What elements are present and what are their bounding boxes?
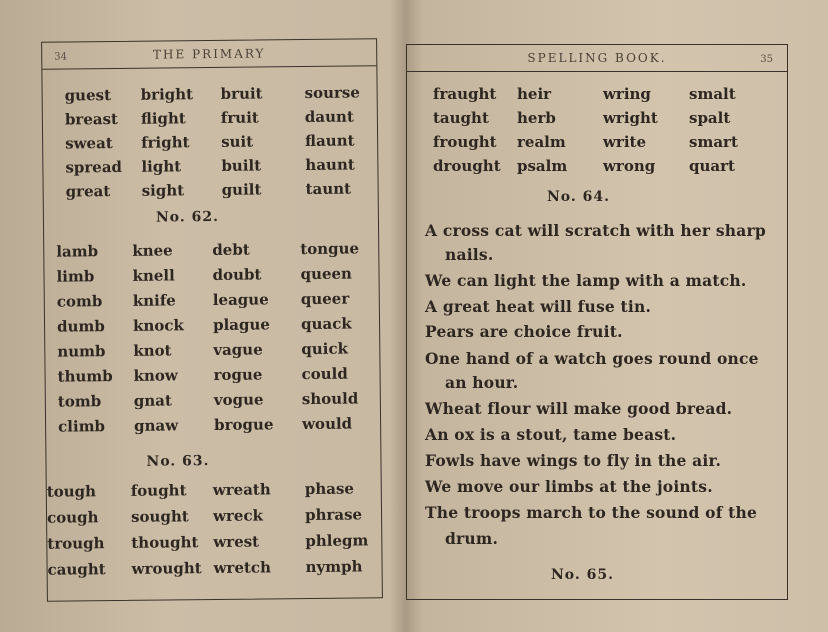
- sentence: An ox is a stout, tame beast.: [425, 425, 677, 444]
- word: thought: [131, 533, 199, 552]
- word: sweat: [65, 134, 113, 153]
- sentence: an hour.: [445, 373, 519, 392]
- word: phrase: [304, 505, 363, 525]
- right-running-head: SPELLING BOOK.: [527, 51, 667, 65]
- word: trough: [47, 534, 105, 553]
- word: caught: [47, 560, 106, 579]
- sentence: A great heat will fuse tin.: [425, 297, 652, 316]
- word: rogue: [213, 365, 263, 384]
- word: brogue: [214, 415, 274, 434]
- left-page-number: 34: [54, 51, 68, 63]
- word: knee: [132, 241, 173, 260]
- word: wright: [603, 109, 658, 127]
- word-row: [48, 557, 382, 584]
- word: cough: [46, 508, 99, 527]
- word: bruit: [220, 84, 263, 103]
- word: quart: [689, 157, 735, 175]
- word: taunt: [305, 179, 352, 199]
- word: tongue: [300, 239, 360, 259]
- word: plague: [212, 315, 270, 334]
- word: breast: [64, 109, 119, 129]
- word: smart: [689, 133, 738, 151]
- word: great: [65, 182, 111, 201]
- word: daunt: [304, 107, 354, 127]
- word: fruit: [220, 108, 259, 127]
- word: knell: [132, 266, 175, 285]
- word: climb: [58, 417, 106, 436]
- word: wrest: [213, 532, 260, 551]
- word-row: [46, 389, 380, 416]
- word: knot: [133, 341, 172, 360]
- word: realm: [517, 133, 566, 151]
- word-row: [407, 157, 787, 181]
- word-row: [43, 131, 377, 158]
- word: fought: [130, 481, 187, 500]
- word: guest: [64, 86, 112, 105]
- word-row: [43, 155, 377, 182]
- word: drought: [433, 157, 501, 175]
- right-page: [398, 0, 828, 632]
- word: quack: [300, 314, 352, 334]
- word-row: [407, 133, 787, 157]
- word: league: [212, 290, 269, 309]
- word-row: [45, 339, 379, 366]
- right-page-frame: [406, 44, 788, 600]
- word: tomb: [57, 392, 102, 411]
- word: herb: [517, 109, 556, 127]
- word: flight: [140, 109, 186, 128]
- word: wrought: [131, 559, 202, 578]
- word: wring: [603, 85, 651, 103]
- word-row: [45, 314, 379, 341]
- word: nymph: [305, 557, 363, 577]
- word: sought: [130, 507, 189, 526]
- right-page-header: [407, 45, 787, 72]
- word: quick: [301, 339, 349, 359]
- word: wretch: [213, 558, 272, 577]
- word: heir: [517, 85, 552, 103]
- word: phlegm: [305, 531, 369, 551]
- word: limb: [56, 267, 95, 286]
- word: wrong: [603, 157, 656, 175]
- left-page-header: [42, 39, 376, 69]
- word-row: [407, 109, 787, 133]
- left-page: [0, 0, 402, 632]
- word: smalt: [689, 85, 736, 103]
- word: wreck: [212, 506, 264, 525]
- word: vogue: [213, 390, 264, 409]
- lesson-heading: No. 62.: [155, 208, 220, 226]
- word: frought: [433, 133, 497, 151]
- sentence: drum.: [445, 529, 499, 548]
- word: wreath: [212, 480, 271, 500]
- word: sight: [141, 181, 185, 200]
- left-running-head: THE PRIMARY: [152, 46, 266, 62]
- word-row: [407, 85, 787, 109]
- word: debt: [212, 240, 250, 259]
- word: built: [221, 156, 262, 175]
- sentence: A cross cat will scratch with her sharp: [425, 221, 766, 240]
- word: know: [133, 366, 178, 385]
- word-row: [47, 505, 381, 532]
- sentence: We can light the lamp with a match.: [425, 271, 747, 290]
- word: phase: [304, 479, 354, 499]
- word: suit: [221, 132, 254, 151]
- word: numb: [57, 342, 106, 361]
- word: knock: [132, 316, 184, 335]
- word: sourse: [304, 83, 360, 103]
- word: vague: [213, 340, 263, 359]
- word: comb: [56, 292, 103, 311]
- word: knife: [132, 291, 176, 310]
- word: fraught: [433, 85, 497, 103]
- word: light: [141, 157, 182, 176]
- word: queer: [300, 289, 350, 309]
- word-row: [45, 289, 379, 316]
- word: should: [301, 389, 359, 409]
- left-page-frame: [41, 38, 383, 601]
- word: lamb: [56, 242, 99, 261]
- word-row: [46, 414, 380, 441]
- word: taught: [433, 109, 489, 127]
- word-row: [47, 479, 381, 506]
- word: spalt: [689, 109, 731, 127]
- sentence: Pears are choice fruit.: [425, 322, 623, 341]
- word: tough: [46, 482, 97, 501]
- word: haunt: [305, 155, 355, 175]
- sentence: nails.: [445, 245, 494, 264]
- word-row: [43, 83, 377, 110]
- word-row: [43, 107, 377, 134]
- word: doubt: [212, 265, 262, 284]
- word-row: [45, 364, 379, 391]
- word: queen: [300, 264, 353, 284]
- word: psalm: [517, 157, 568, 175]
- word: spread: [65, 157, 123, 177]
- word-row: [47, 531, 381, 558]
- word: gnat: [133, 391, 172, 410]
- word: dumb: [56, 317, 105, 336]
- word: could: [301, 364, 348, 384]
- word: thumb: [57, 367, 113, 386]
- word-row: [44, 239, 378, 266]
- word-row: [44, 264, 378, 291]
- lesson-heading: No. 64.: [547, 189, 610, 205]
- word: flaunt: [305, 131, 355, 151]
- word: bright: [140, 85, 194, 104]
- right-page-number: 35: [760, 54, 773, 65]
- sentence: The troops march to the sound of the: [425, 503, 758, 522]
- sentence: Wheat flour will make good bread.: [425, 399, 733, 418]
- word: gnaw: [134, 416, 179, 435]
- lesson-heading: No. 63.: [146, 453, 210, 470]
- lesson-heading: No. 65.: [551, 567, 614, 583]
- sentence: Fowls have wings to fly in the air.: [425, 451, 722, 470]
- sentence: One hand of a watch goes round once: [425, 349, 759, 368]
- word: write: [603, 133, 646, 151]
- word: guilt: [221, 180, 262, 199]
- word: would: [302, 414, 353, 434]
- sentence: We move our limbs at the joints.: [425, 477, 713, 496]
- word: fright: [141, 133, 190, 152]
- word-row: [44, 179, 378, 206]
